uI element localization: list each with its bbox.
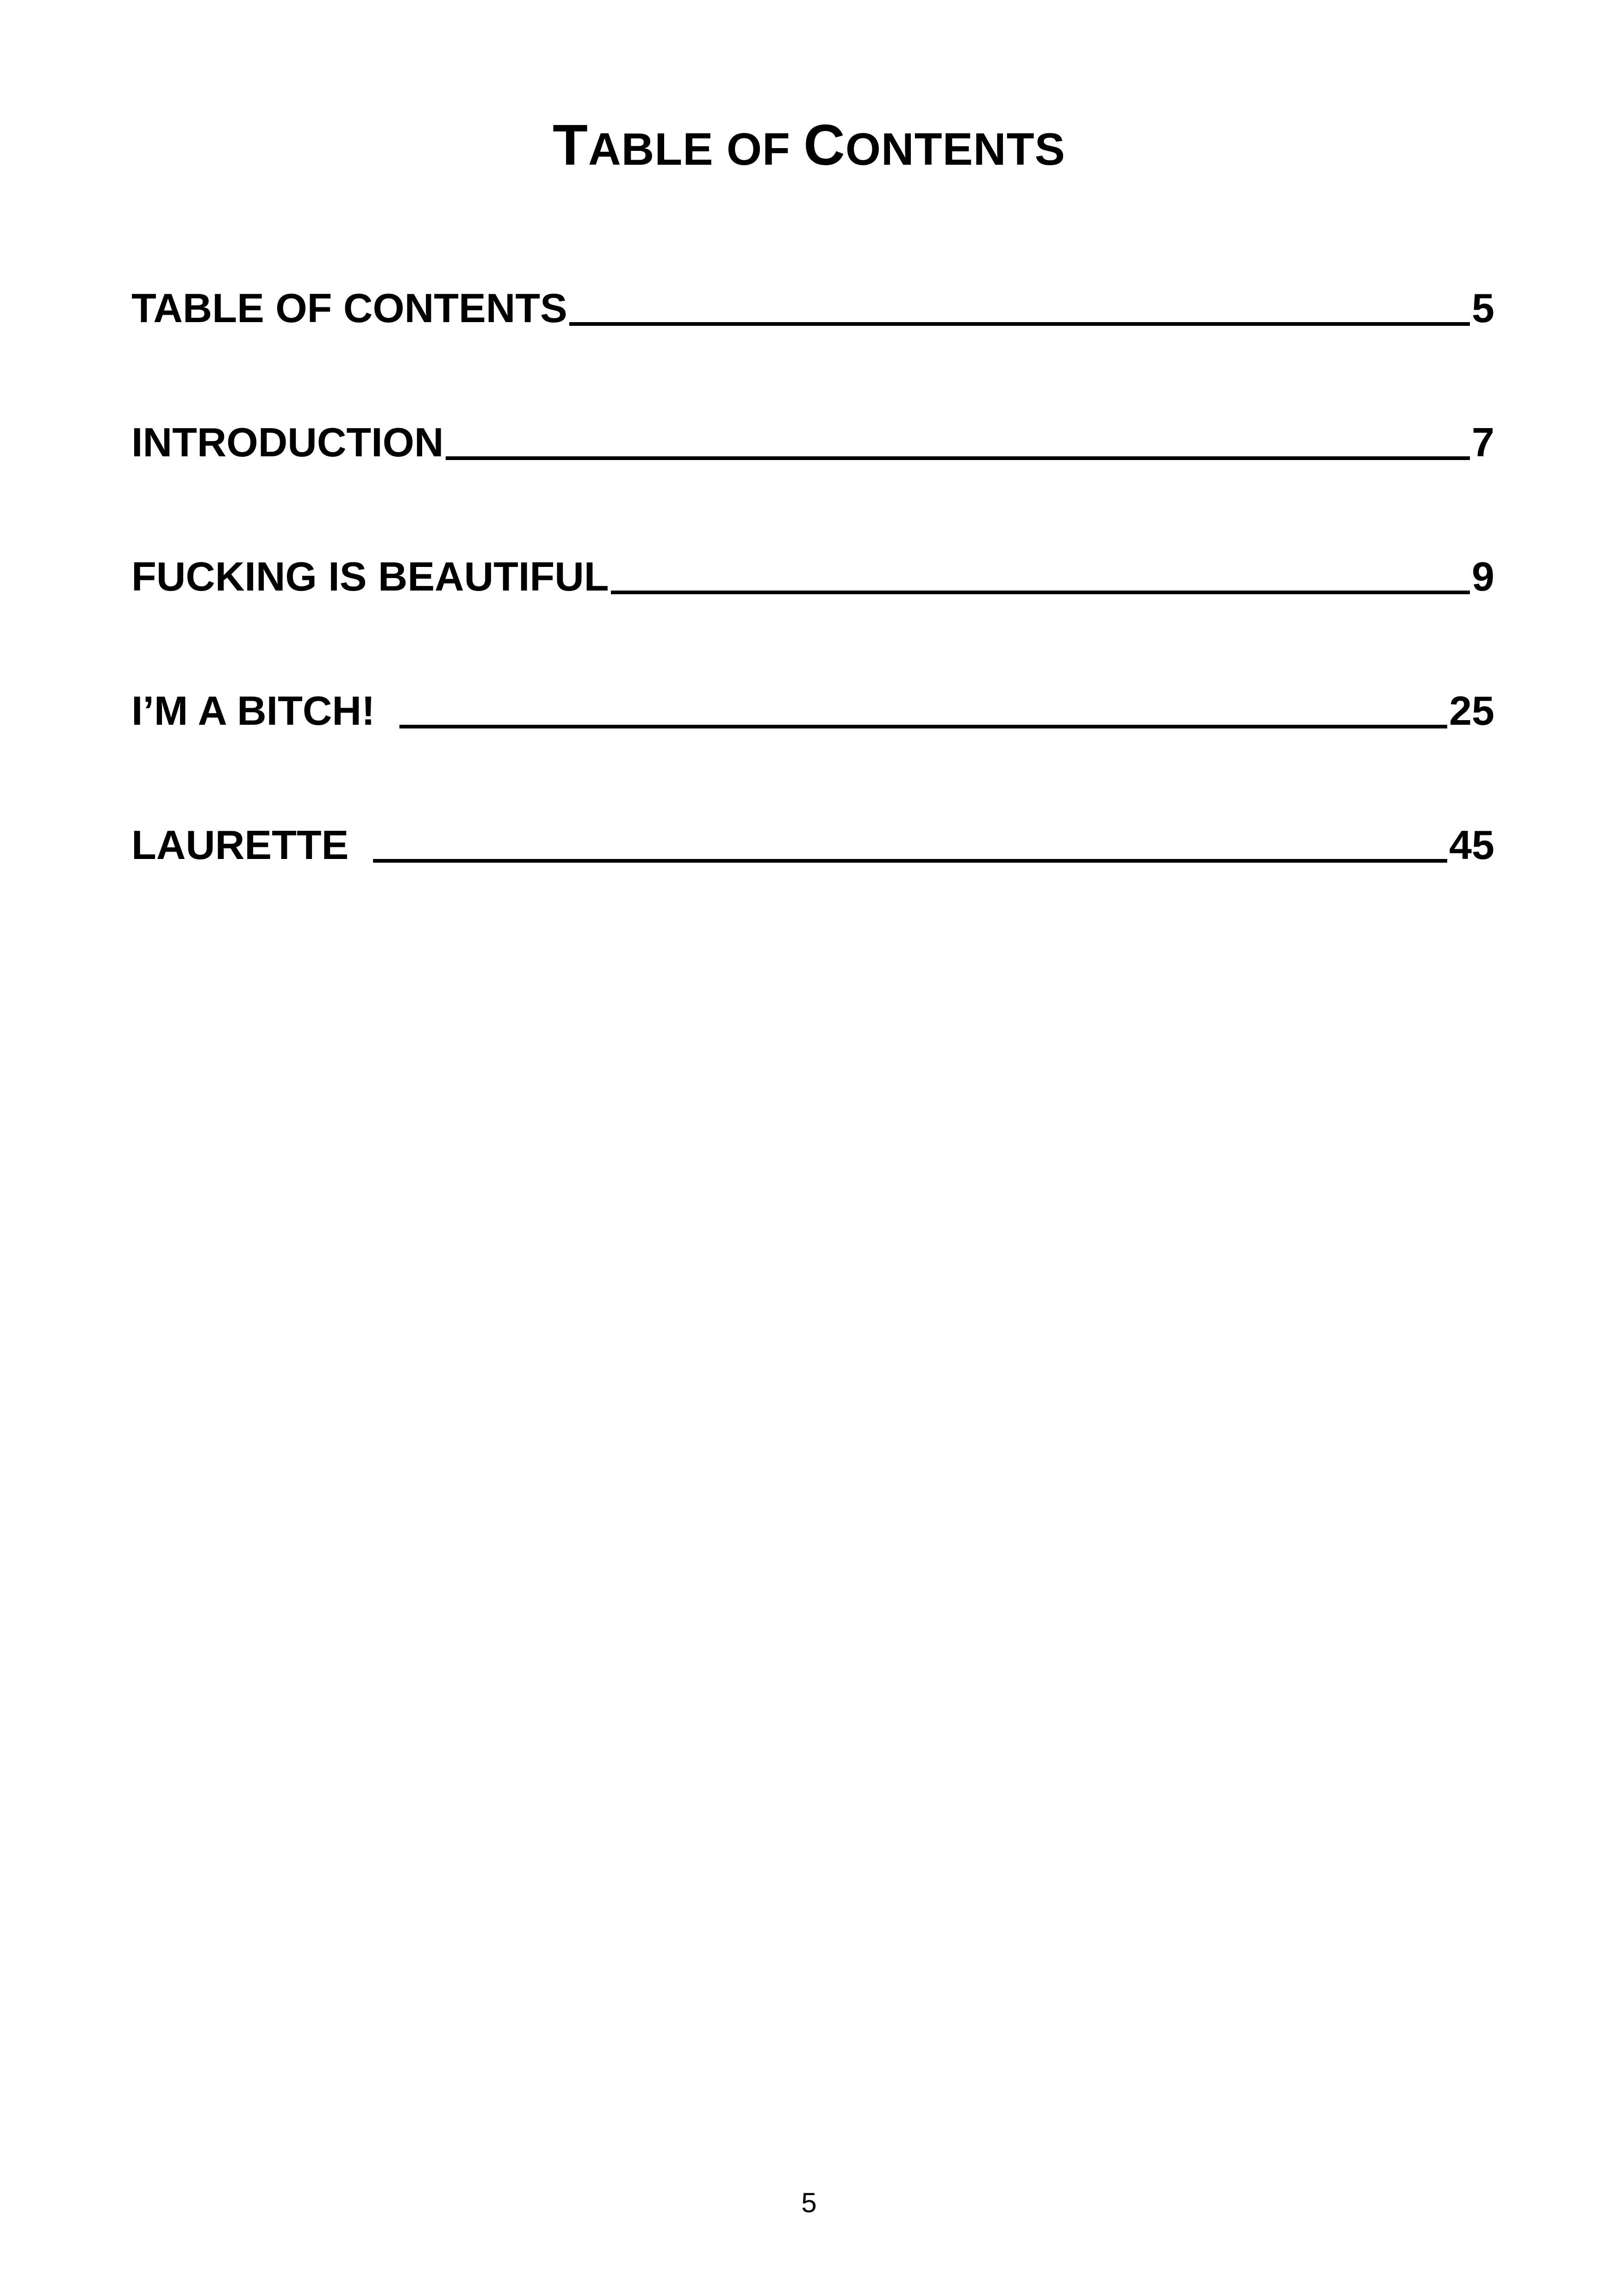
toc-entry-page: 7 [1472, 419, 1494, 465]
toc-entry-page: 5 [1472, 285, 1494, 331]
toc-entry-page: 25 [1449, 688, 1494, 734]
toc-entry-label: TABLE OF CONTENTS [131, 285, 567, 331]
toc-entry-fucking-is-beautiful[interactable] [131, 541, 1494, 597]
toc-entry-label: INTRODUCTION [131, 419, 444, 465]
title-rest-2: ONTENTS [845, 124, 1065, 174]
page-title [0, 111, 1618, 180]
toc-leader-line [373, 859, 1447, 863]
title-initial-2: C [803, 113, 846, 177]
toc-entry-label: I’M A BITCH! [131, 688, 398, 734]
toc-leader-line [611, 591, 1470, 594]
toc-entry-label: FUCKING IS BEAUTIFUL [131, 554, 609, 599]
title-initial-1: T [553, 113, 588, 177]
toc-entry-laurette[interactable] [131, 810, 1494, 868]
toc-entry-page: 9 [1472, 554, 1494, 599]
toc-entry-im-a-bitch[interactable] [131, 676, 1494, 734]
toc-leader-line [569, 322, 1470, 326]
toc-entry-table-of-contents[interactable] [131, 273, 1494, 329]
toc-entry-introduction[interactable] [131, 407, 1494, 463]
toc-leader-line [446, 456, 1470, 460]
toc-leader-line [399, 725, 1447, 728]
toc-entry-page: 45 [1449, 822, 1494, 868]
page-number: 5 [801, 2187, 817, 2218]
title-rest-1: ABLE OF [588, 124, 804, 174]
toc-entry-label: LAURETTE [131, 822, 372, 868]
